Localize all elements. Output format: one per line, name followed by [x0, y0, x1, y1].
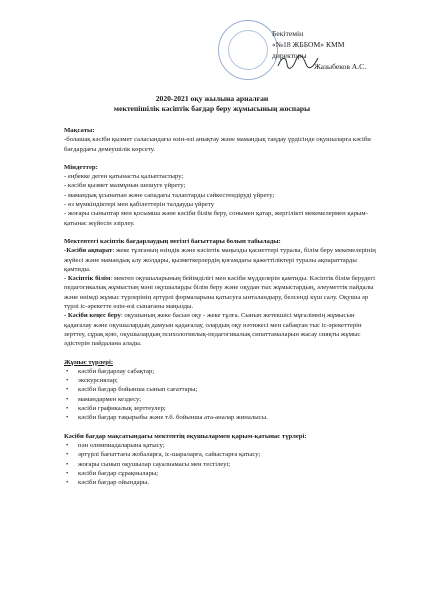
task-item: - өз мүмкіндіктері мен қабілеттерін талдауды үйрету: [64, 201, 215, 209]
direction-info-lead: -Кәсіби ақпарат: [64, 247, 113, 255]
approval-line-position: директоры: [272, 51, 307, 60]
list-item: • кәсіби графикалық зерттеулер;: [64, 404, 382, 413]
goals-heading: Мақсаты:: [64, 127, 95, 134]
list-item: • кәсіби бағдар сұрақнылары;: [64, 469, 382, 478]
title-line-2: мектепішілік кәсіптік бағдар беру жұмысының жоспары: [113, 104, 311, 113]
directions-heading: Мектептегі кәсіптік бағдарлаудың негізгі бағыттары болып табылады:: [64, 237, 281, 245]
direction-education-lead: - Кәсіптік білім: [64, 275, 111, 283]
direction-consulting: [64, 311, 382, 348]
list-item: • мамандармен кездесу;: [64, 395, 382, 404]
official-stamp: [218, 20, 278, 80]
list-item: • жоғары сынып оқушылар сауалнамасы мен тестілеуі;: [64, 460, 382, 469]
tasks-heading: Міндеттер:: [64, 163, 98, 171]
list-item: • кәсіби бағдар ойындары.: [64, 478, 382, 487]
task-item: - жоғары сыныптар мен қосымша және кәсіби білім беру, сонымен қатар, жергілікті мекемелермен қарым-қатынас жүйесін әзірлеу.: [64, 210, 368, 227]
interaction-list: [64, 441, 382, 487]
signature-icon: [276, 54, 320, 70]
direction-education-text: : мектеп оқушыларының бейімділігі мен кәсіби мүдделерін қамтиды. Кәсіптік білім берудегі педагогикалық жұмыстың мәні оқушыларды білім беру және оқудан тыс жұмыстардың, әлеуметтік пайдалы және өнімді жұмыс түрлерінің әртүрлі формаларына қатысуға ынталандыру, белсенді күш салу. Оқушы әр түрлі іс-әрекетте өзін-өзі сынағаны маңызды.: [64, 275, 375, 311]
direction-info: [64, 246, 382, 274]
list-item: • кәсіби бағдар бойынша сынып сағаттары;: [64, 385, 382, 394]
task-item: - мамандық ұсынатын және сападағы талаптарды сәйкестендіруді үйрету;: [64, 191, 275, 199]
document-body: [64, 126, 382, 487]
direction-consulting-text: : оқушының жеке басын оқу - жеке тұлға. Сынып жетекшісі мұғалімнің жұмысын қадағалау және оқушылардың дамуын қадағалау, олардың оқу нәтижесі мен сабақтан тыс іс-әрекеттерін зерттеу, сұрақ қою, оқушылардың психологиялық-педагогикалық сипаттамаларын жасау сияқты жұмыс әдістерін пайдалана алады.: [64, 312, 362, 348]
approval-line-school: «№18 ЖББОМ» КММ: [272, 40, 345, 49]
list-item: • әртүрлі бағыттағы жобаларға, іс-шараларға, сайыстарға қатысу;: [64, 450, 382, 459]
task-item: - кәсіби қызмет мазмұнын шешуге үйрету;: [64, 182, 186, 190]
interaction-heading: Кәсіби бағдар мақсатындағы мектептің оқушылармен қарым-қатынас түрлері:: [64, 432, 307, 440]
direction-info-text: : жеке тұлғаның өзіндік және кәсіптік маңызды қасиеттері туралы, білім беру мекемелерінің жүйесі және мамандық алу жолдары, қызметкерлердің қоғамдағы қажеттіліктері туралы ақпараттарды қамтиды.: [64, 247, 376, 273]
goals-text: -болашақ кәсіби қызмет саласындағы өзін-өзі анықтау және мамандық таңдау үрдісінде оқушыларға кәсіби бағдардағы демеушілік көрсету.: [64, 136, 371, 153]
approval-line-name: Жазыбеков А.С.: [314, 62, 367, 71]
list-item: • экскурсиялар;: [64, 376, 382, 385]
list-item: • кәсіби бағдар тақырыбы және т.б. бойынша ата-аналар жиналысы.: [64, 413, 382, 422]
list-item: • кәсіби бағдарлау сабақтар;: [64, 367, 382, 376]
task-item: - еңбекке деген қатынасты қалыптастыру;: [64, 173, 184, 181]
list-item: • пән олимпиадаларына қатысу;: [64, 441, 382, 450]
approval-line-approve: Бекітемін: [272, 29, 304, 38]
work-types-list: [64, 367, 382, 423]
direction-consulting-lead: - Кәсіби кеңес беру: [64, 312, 121, 320]
title-line-1: 2020-2021 оқу жылына арналған: [155, 94, 269, 103]
document-title: [0, 94, 424, 114]
work-types-heading: Жұмыс түрлері:: [64, 358, 114, 366]
direction-education: [64, 274, 382, 311]
